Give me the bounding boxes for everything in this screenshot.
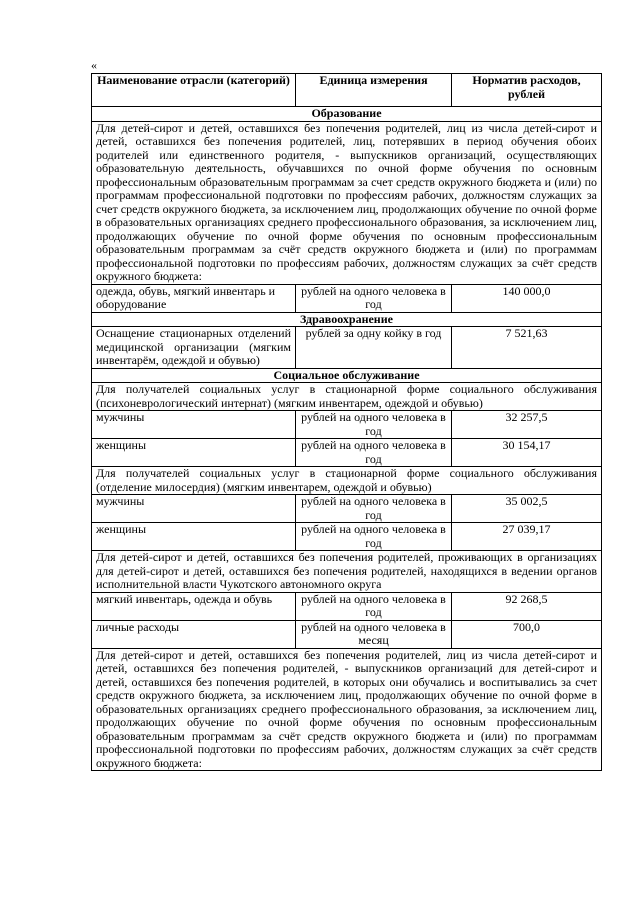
section-title-row (92, 368, 602, 383)
social-group1-description: Для получателей социальных услуг в стационарной форме социального обслуживания (психоневрологический интернат) (мягким инвентарем, одеждой и обувью) (92, 383, 602, 411)
table-row (92, 495, 602, 523)
social-group3-description: Для детей-сирот и детей, оставшихся без попечения родителей, проживающих в организациях для детей-сирот и детей, оставшихся без попечения родителей, находящихся в ведении органов исполнительной власти Чукотского автономного округа (92, 551, 602, 593)
header-norm: Норматив расходов, рублей (452, 74, 602, 107)
row-category: мужчины (92, 411, 296, 439)
table-row (92, 592, 602, 620)
header-unit: Единица измерения (296, 74, 452, 107)
row-value: 35 002,5 (452, 495, 602, 523)
row-unit: рублей на одного человека в месяц (296, 620, 452, 648)
row-unit: рублей на одного человека в год (296, 592, 452, 620)
row-unit: рублей за одну койку в год (296, 327, 452, 369)
row-unit: рублей на одного человека в год (296, 411, 452, 439)
row-category: Оснащение стационарных отделений медицинской организации (мягким инвентарём, одеждой и обувью) (92, 327, 296, 369)
row-category: мягкий инвентарь, одежда и обувь (92, 592, 296, 620)
row-unit: рублей на одного человека в год (296, 523, 452, 551)
education-description: Для детей-сирот и детей, оставшихся без попечения родителей, лиц из числа детей-сирот и детей, оставшихся без попечения родителей, лиц, потерявших в период обучения обоих родителей или единственного родителя, - выпускников организаций, осуществляющих образовательную деятельность, обучавшихся по очной форме обучения по основным профессиональным образовательным программам за счет средств окружного бюджета и (или) по программам профессиональной подготовки по профессиям рабочих, должностям служащих за счет средств окружного бюджета, за исключением лиц, продолжающих обучение по очной форме в образовательных организациях среднего профессионального образования, за исключением лиц, продолжающих обучение по очной форме обучения по основным профессиональным образовательным программам за счёт средств окружного бюджета и (или) по программам профессиональной подготовки по профессиям рабочих, должностям служащих за счёт средств окружного бюджета: (92, 121, 602, 284)
row-value: 32 257,5 (452, 411, 602, 439)
description-row (92, 551, 602, 593)
row-category: мужчины (92, 495, 296, 523)
row-value: 27 039,17 (452, 523, 602, 551)
social-group4-description: Для детей-сирот и детей, оставшихся без попечения родителей, лиц из числа детей-сирот и детей, оставшихся без попечения родителей, - выпускников организаций для детей-сирот и детей, оставшихся без попечения родителей, в которых они обучались и воспитывались за счет средств окружного бюджета, за исключением лиц, продолжающих обучение по очной форме в образовательных организациях среднего профессионального образования, за исключением лиц, продолжающих обучение по очной форме обучения по основным профессиональным образовательным программам за счёт средств окружного бюджета и (или) по программам профессиональной подготовки по профессиям рабочих, должностям служащих за счёт средств окружного бюджета: (92, 648, 602, 771)
row-category: личные расходы (92, 620, 296, 648)
row-value: 700,0 (452, 620, 602, 648)
section-title-row (92, 107, 602, 122)
table-row (92, 620, 602, 648)
table-row (92, 411, 602, 439)
row-value: 92 268,5 (452, 592, 602, 620)
section-title-row (92, 312, 602, 327)
row-category: женщины (92, 523, 296, 551)
section-social-title: Социальное обслуживание (92, 368, 602, 383)
row-value: 30 154,17 (452, 439, 602, 467)
row-value: 140 000,0 (452, 284, 602, 312)
table-row (92, 439, 602, 467)
table-row (92, 327, 602, 369)
description-row (92, 467, 602, 495)
section-health-title: Здравоохранение (92, 312, 602, 327)
row-unit: рублей на одного человека в год (296, 495, 452, 523)
table-header-row (92, 74, 602, 107)
row-category: одежда, обувь, мягкий инвентарь и оборудование (92, 284, 296, 312)
header-category: Наименование отрасли (категорий) (92, 74, 296, 107)
section-education-title: Образование (92, 107, 602, 122)
row-category: женщины (92, 439, 296, 467)
row-unit: рублей на одного человека в год (296, 439, 452, 467)
opening-quote-mark: « (91, 58, 97, 72)
table-row (92, 523, 602, 551)
description-row (92, 121, 602, 284)
description-row (92, 648, 602, 771)
description-row (92, 383, 602, 411)
row-unit: рублей на одного человека в год (296, 284, 452, 312)
expense-norms-table (91, 73, 602, 771)
table-row (92, 284, 602, 312)
social-group2-description: Для получателей социальных услуг в стационарной форме социального обслуживания (отделение милосердия) (мягким инвентарем, одеждой и обувью) (92, 467, 602, 495)
row-value: 7 521,63 (452, 327, 602, 369)
